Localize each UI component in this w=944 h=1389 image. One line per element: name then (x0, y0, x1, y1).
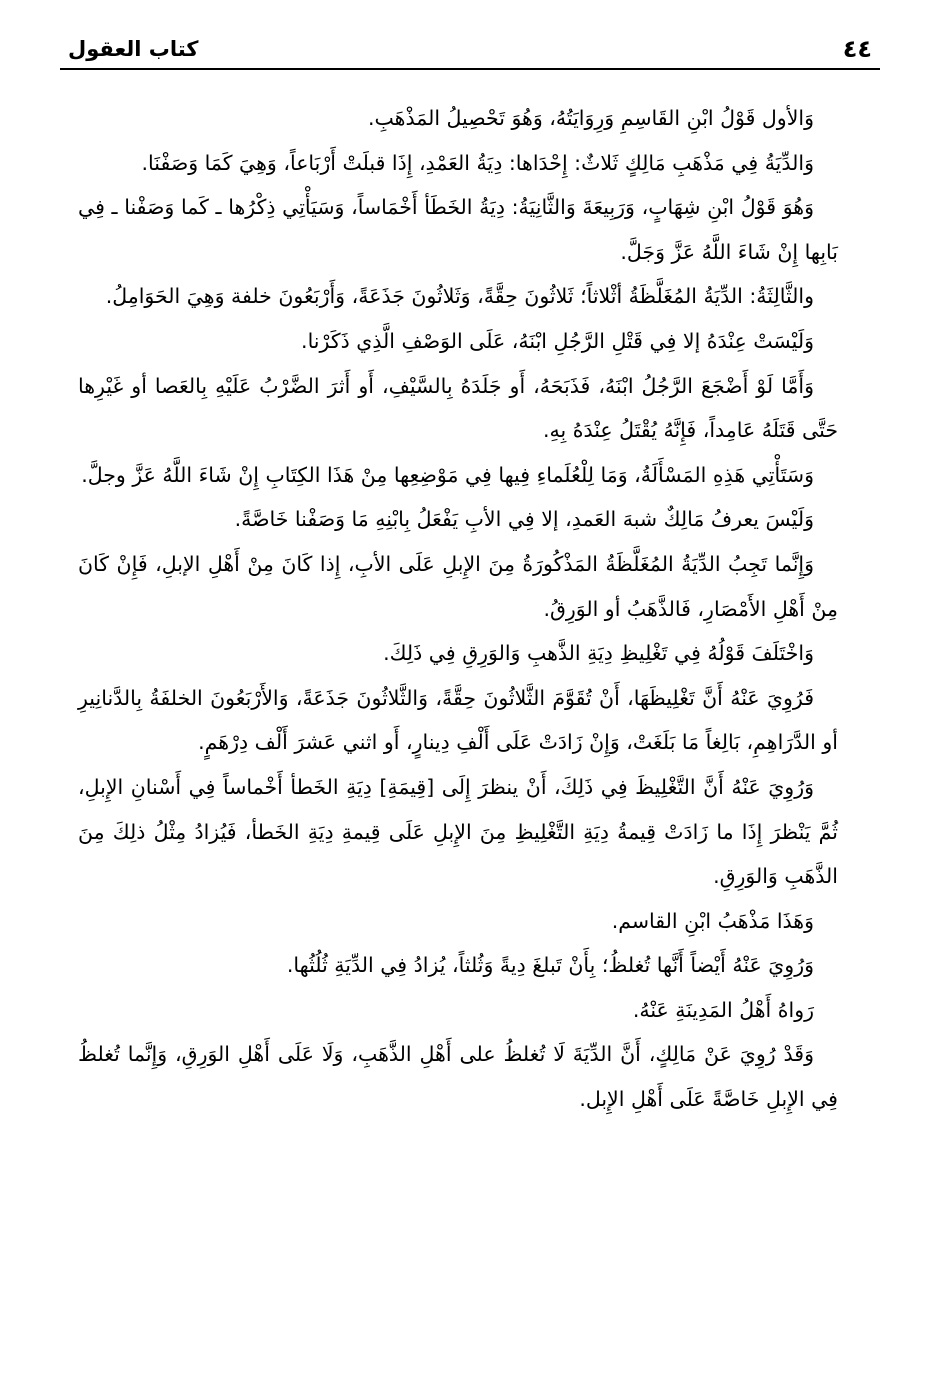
paragraph: وَالأول قَوْلُ ابْنِ القَاسِمِ وَرِوَايَتُهُ، وَهُوَ تَحْصِيلُ المَذْهَبِ. (368, 106, 814, 130)
paragraph: وَسَتَأْتِي هَذِهِ المَسْأَلَةُ، وَمَا لِلْعُلَماءِ فِيها فِي مَوْضِعِها مِنْ هَذَا الكِتَابِ إِنْ شَاءَ اللَّهُ عَزَّ وجلَّ. (81, 462, 814, 487)
running-title: كتاب العقول (68, 37, 199, 61)
paragraph: وَهُوَ قَوْلُ ابْنِ شِهَابٍ، وَرَبِيعَةَ وَالثَّانِيَةُ: دِيَةُ الخَطَأ أَخْمَاساً، وَسَيَأْتِي ذِكْرُها ـ كَما وَصَفْنا ـ فِي بَابِها إِنْ شَاءَ اللَّهُ عَزَّ وَجَلَّ. (78, 195, 838, 264)
paragraph: وَقَدْ رُوِيَ عَنْ مَالِكٍ، أَنَّ الدِّيَةَ لَا تُغلظُ على أَهْلِ الذَّهَبِ، وَلَا عَلَى أَهْلِ الوَرِقِ، وَإِنَّما تُغلظُ فِي الإِبلِ خَاصَّةً عَلَى أَهْلِ الإِبل. (78, 1042, 838, 1112)
paragraph: فَرُوِيَ عَنْهُ أَنَّ تَغْلِيظَهَا، أَنْ تُقَوَّمَ الثَّلاثُونَ حِقَّةً، وَالثَّلاثُونَ جَذَعَةً، وَالأَرْبَعُونَ الخلفَةُ بِالدَّنانِيرِ أو الدَّرَاهِمِ، بَالِغاً مَا بَلَغَتْ، وَإِنْ زَادَتْ عَلَى أَلْفِ دِينارٍ، أَو اثني عَشرَ أَلْف دِرْهَمٍ. (78, 685, 838, 755)
paragraph: والثَّالِثَةُ: الدِّيَةُ المُغَلَّظَةُ أثْلاثاً؛ ثَلاثُونَ حِقَّةً، وَثَلاثُونَ جَذَعَةً، وَأَرْبَعُونَ خلفة وَهِيَ الحَوَامِلُ. (105, 284, 814, 309)
paragraph: وَإِنَّما تَجِبُ الدِّيَةُ المُغَلَّظَةُ المَذْكُورَةُ مِنَ الإِبلِ عَلَى الأبِ، إِذا كَانَ مِنْ أَهْلِ الإبلِ، فَإِنْ كَانَ مِنْ أَهْلِ الأَمْصَارِ، فَالذَّهَبُ أو الوَرِقُ. (78, 551, 838, 621)
body-text (78, 96, 838, 1122)
paragraph: وَرُوِيَ عَنْهُ أَيْضاً أَنَّها تُغلظُ؛ بِأَنْ تَبلغَ دِيةً وَثُلثاً، يُزادُ فِي الدِّيَةِ ثُلُثُها. (286, 953, 814, 978)
paragraph: وَهَذَا مَذْهَبُ ابْنِ القاسم. (611, 908, 814, 933)
paragraph: رَواهُ أَهْلُ المَدِينَةِ عَنْهُ. (632, 997, 814, 1022)
page-number: ٤٤ (842, 35, 872, 63)
paragraph: وَاخْتَلَفَ قَوْلُهُ فِي تَغْلِيظِ دِيَةِ الذَّهبِ وَالوَرِقِ فِي ذَلِكَ. (383, 641, 814, 666)
paragraph: وَرُوِيَ عَنْهُ أَنَّ التَّغْلِيظَ فِي ذَلِكَ، أَنْ ينظرَ إِلَى [قِيمَةِ] دِيَةِ الخَطأ أَخْماساً فِي أَسْنانِ الإِبلِ، ثُمَّ يَنْظرَ إِذَا ما زَادَتْ قِيمةُ دِيَةِ التَّغْلِيظِ مِنَ الإِبلِ عَلَى قِيمةِ دِيَةِ الخَطأ، فَيُزادُ مِثْلُ ذلِكَ مِنَ الذَّهَبِ وَالوَرِقِ. (78, 774, 838, 889)
paragraph: وَالدِّيَةُ فِي مَذْهَبِ مَالِكٍ ثَلاثٌ: إِحْدَاها: دِيَةُ العَمْدِ، إِذَا قبلَتْ أَرْبَاعاً، وَهِيَ كَمَا وَصَفْنَا. (141, 150, 814, 175)
paragraph: وَلَيْسَتْ عِنْدَهُ إلا فِي قَتْلِ الرَّجُلِ ابْنَهُ، عَلَى الوَصْفِ الَّذِي ذَكَرْنا. (301, 328, 814, 353)
paragraph: وَأَمَّا لَوْ أَضْجَعَ الرَّجُلُ ابْنَهُ، فَذَبَحَهُ، أَو جَلَدَهُ بِالسَّيْفِ، أَو أَثرَ الضَّرْبُ عَلَيْهِ بِالعَصا أو غَيْرِها حَتَّى قَتَلَهُ عَامِداً، فَإِنَّهُ يُقْتَلُ عِنْدَهُ بِهِ. (78, 373, 838, 443)
page-header (60, 30, 880, 70)
paragraph: وَلَيْسَ يعرفُ مَالِكٌ شبهَ العَمدِ، إلا فِي الأبِ يَفْعَلُ بِابْنِهِ مَا وَصَفْنا خَاصَّةً. (234, 507, 814, 532)
